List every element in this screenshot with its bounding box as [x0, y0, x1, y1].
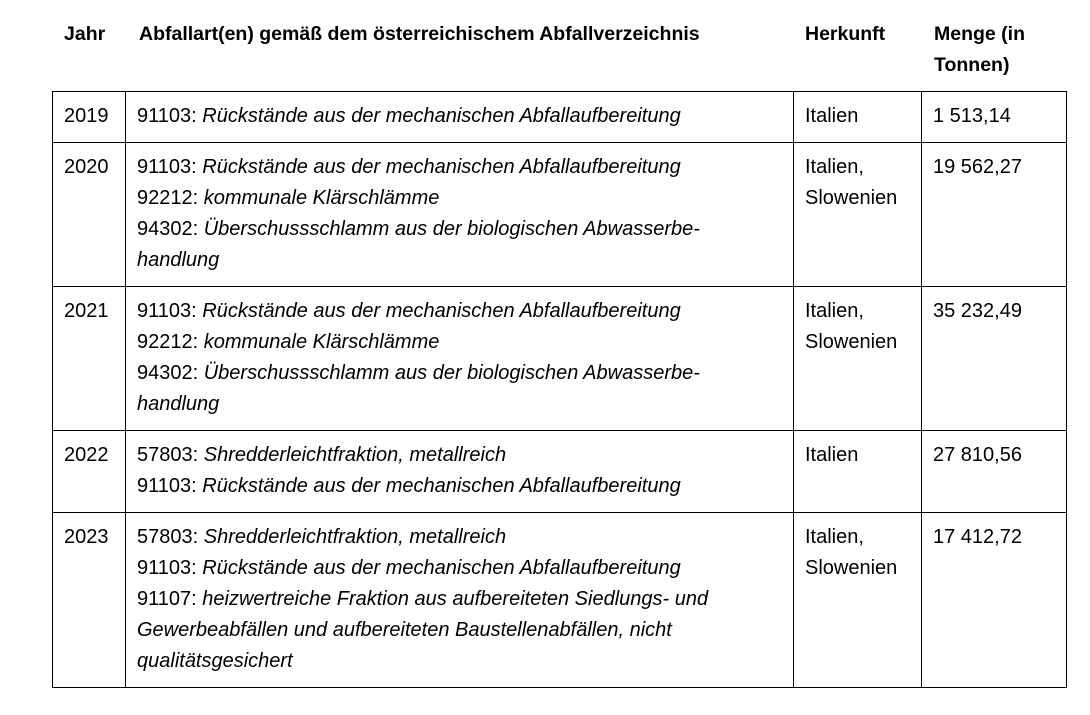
cell-abfallart — [126, 143, 794, 287]
waste-description: qualitätsgesichert — [137, 650, 293, 672]
cell-jahr: 2021 — [53, 287, 126, 431]
cell-herkunft — [794, 143, 922, 287]
table-row — [53, 431, 1067, 513]
waste-line — [137, 245, 783, 276]
cell-abfallart — [126, 287, 794, 431]
waste-code: 94302: — [137, 362, 204, 384]
header-menge-line-2: Tonnen) — [934, 54, 1010, 76]
herkunft-country: Slowenien — [805, 557, 898, 579]
waste-code: 91107: — [137, 588, 203, 610]
header-abfallart: Abfallart(en) gemäß dem österreichischem Abfallverzeichnis — [139, 23, 700, 45]
cell-menge: 19 562,27 — [922, 143, 1067, 287]
cell-jahr: 2020 — [53, 143, 126, 287]
waste-description: Überschussschlamm aus der biologischen Abwasserbe- — [203, 218, 700, 240]
header-herkunft: Herkunft — [805, 23, 886, 45]
waste-line — [137, 327, 783, 358]
waste-line — [137, 615, 783, 646]
waste-description: handlung — [137, 249, 220, 271]
table-body — [53, 92, 1067, 688]
waste-line — [137, 358, 783, 389]
herkunft-country: Slowenien — [805, 331, 898, 353]
waste-line — [137, 471, 783, 502]
table-row — [53, 287, 1067, 431]
waste-line — [137, 440, 783, 471]
waste-code: 91103: — [137, 475, 203, 497]
header-jahr: Jahr — [64, 23, 106, 45]
waste-code: 57803: — [137, 444, 204, 466]
waste-line — [137, 101, 783, 132]
waste-description: heizwertreiche Fraktion aus aufbereiteten Siedlungs- und — [202, 588, 709, 610]
herkunft-country: Italien, — [805, 300, 864, 322]
herkunft-country: Italien — [805, 444, 859, 466]
herkunft-country: Slowenien — [805, 187, 898, 209]
waste-line — [137, 389, 783, 420]
waste-code: 91103: — [137, 557, 203, 579]
cell-herkunft — [794, 287, 922, 431]
table-header — [0, 19, 1090, 89]
cell-herkunft — [794, 513, 922, 688]
waste-line — [137, 553, 783, 584]
waste-line — [137, 522, 783, 553]
cell-menge: 35 232,49 — [922, 287, 1067, 431]
cell-jahr: 2023 — [53, 513, 126, 688]
cell-abfallart — [126, 431, 794, 513]
cell-menge: 27 810,56 — [922, 431, 1067, 513]
cell-menge: 1 513,14 — [922, 92, 1067, 143]
waste-description: handlung — [137, 393, 220, 415]
cell-abfallart — [126, 92, 794, 143]
waste-description: Rückstände aus der mechanischen Abfallaufbereitung — [202, 105, 681, 127]
waste-line — [137, 584, 783, 615]
table-row — [53, 513, 1067, 688]
waste-code: 57803: — [137, 526, 204, 548]
waste-description: Rückstände aus der mechanischen Abfallaufbereitung — [202, 557, 681, 579]
waste-code: 91103: — [137, 300, 203, 322]
waste-description: Überschussschlamm aus der biologischen Abwasserbe- — [203, 362, 700, 384]
waste-line — [137, 183, 783, 214]
header-menge-line-1: Menge (in — [934, 23, 1025, 45]
waste-table — [52, 91, 1067, 688]
waste-line — [137, 646, 783, 677]
waste-description: kommunale Klärschlämme — [203, 331, 440, 353]
waste-description: Shredderleichtfraktion, metallreich — [203, 526, 507, 548]
waste-code: 92212: — [137, 187, 204, 209]
waste-line — [137, 152, 783, 183]
cell-jahr: 2022 — [53, 431, 126, 513]
waste-description: Shredderleichtfraktion, metallreich — [203, 444, 507, 466]
herkunft-country: Italien, — [805, 526, 864, 548]
waste-code: 91103: — [137, 105, 203, 127]
cell-menge: 17 412,72 — [922, 513, 1067, 688]
table-row — [53, 92, 1067, 143]
table-row — [53, 143, 1067, 287]
cell-abfallart — [126, 513, 794, 688]
waste-description: Gewerbeabfällen und aufbereiteten Baustellenabfällen, nicht — [137, 619, 672, 641]
waste-description: Rückstände aus der mechanischen Abfallaufbereitung — [202, 475, 681, 497]
waste-line — [137, 214, 783, 245]
waste-description: Rückstände aus der mechanischen Abfallaufbereitung — [202, 156, 681, 178]
waste-line — [137, 296, 783, 327]
waste-code: 92212: — [137, 331, 204, 353]
herkunft-country: Italien — [805, 105, 859, 127]
waste-description: kommunale Klärschlämme — [203, 187, 440, 209]
cell-jahr: 2019 — [53, 92, 126, 143]
waste-description: Rückstände aus der mechanischen Abfallaufbereitung — [202, 300, 681, 322]
cell-herkunft — [794, 431, 922, 513]
header-menge — [934, 19, 1054, 81]
herkunft-country: Italien, — [805, 156, 864, 178]
waste-code: 94302: — [137, 218, 204, 240]
cell-herkunft — [794, 92, 922, 143]
waste-code: 91103: — [137, 156, 203, 178]
